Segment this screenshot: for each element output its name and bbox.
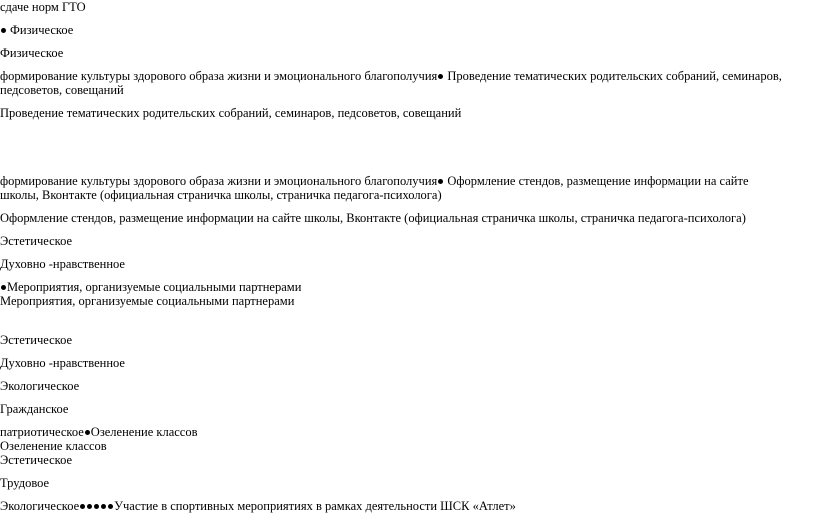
text-line bbox=[0, 333, 72, 347]
line-text: Физическое bbox=[0, 46, 64, 60]
bullet-icon bbox=[87, 504, 92, 509]
line-text: патриотическое bbox=[0, 425, 84, 439]
line-text: формирование культуры здорового образа жизни и эмоционального благополучия bbox=[0, 174, 438, 188]
line-text: Мероприятия, организуемые социальными партнерами bbox=[0, 294, 295, 308]
line-text: Трудовое bbox=[0, 476, 50, 490]
bullet-icon bbox=[85, 430, 90, 435]
bullet-icon bbox=[1, 285, 6, 290]
line-text: Экологическое bbox=[0, 499, 80, 513]
bullet-line bbox=[0, 499, 516, 513]
line-text: Участие в спортивных мероприятиях в рамках деятельности ШСК «Атлет» bbox=[114, 499, 516, 513]
line-text: Эстетическое bbox=[0, 453, 73, 467]
line-text: Мероприятия, организуемые социальными партнерами bbox=[7, 280, 302, 294]
text-line bbox=[0, 234, 72, 248]
line-text: Озеленение классов bbox=[90, 425, 198, 439]
text-line bbox=[0, 379, 79, 393]
bullet-icon bbox=[438, 74, 443, 79]
line-text: сдаче норм ГТО bbox=[0, 0, 86, 14]
bullet-line bbox=[0, 280, 301, 294]
text-line bbox=[0, 106, 461, 120]
line-text: Экологическое bbox=[0, 379, 80, 393]
line-text: Проведение тематических родительских собраний, семинаров, педсоветов, совещаний bbox=[0, 69, 782, 97]
text-line bbox=[0, 46, 63, 60]
text-line bbox=[0, 294, 294, 308]
line-text: Озеленение классов bbox=[0, 439, 107, 453]
bullet-line bbox=[0, 425, 198, 439]
bullet-icon bbox=[108, 504, 113, 509]
bullet-icon bbox=[80, 504, 85, 509]
text-line bbox=[0, 453, 72, 467]
line-text: формирование культуры здорового образа жизни и эмоционального благополучия bbox=[0, 69, 438, 83]
line-text: Оформление стендов, размещение информации на сайте школы, Вконтакте (официальная страничка школы, страничка педагога-психолога) bbox=[0, 211, 746, 225]
text-line bbox=[0, 257, 125, 271]
bullet-icon bbox=[101, 504, 106, 509]
bullet-icon bbox=[94, 504, 99, 509]
text-line bbox=[0, 356, 125, 370]
text-line bbox=[0, 476, 49, 490]
bullet-icon bbox=[438, 179, 443, 184]
line-text: Гражданское bbox=[0, 402, 69, 416]
line-text: Духовно -нравственное bbox=[0, 257, 125, 271]
line-text: Эстетическое bbox=[0, 333, 73, 347]
text-line bbox=[0, 211, 746, 225]
line-text: Оформление стендов, размещение информации на сайте школы, Вконтакте (официальная страничка школы, страничка педагога-психолога) bbox=[0, 174, 749, 202]
line-text: Духовно -нравственное bbox=[0, 356, 125, 370]
line-text: Физическое bbox=[10, 23, 74, 37]
text-line bbox=[0, 402, 68, 416]
text-paragraph bbox=[0, 69, 790, 97]
line-text: Проведение тематических родительских собраний, семинаров, педсоветов, совещаний bbox=[0, 106, 462, 120]
text-line bbox=[0, 439, 107, 453]
text-line bbox=[0, 0, 86, 14]
bullet-icon bbox=[1, 28, 6, 33]
bullet-line bbox=[0, 23, 73, 37]
line-text: Эстетическое bbox=[0, 234, 73, 248]
text-paragraph bbox=[0, 174, 790, 202]
